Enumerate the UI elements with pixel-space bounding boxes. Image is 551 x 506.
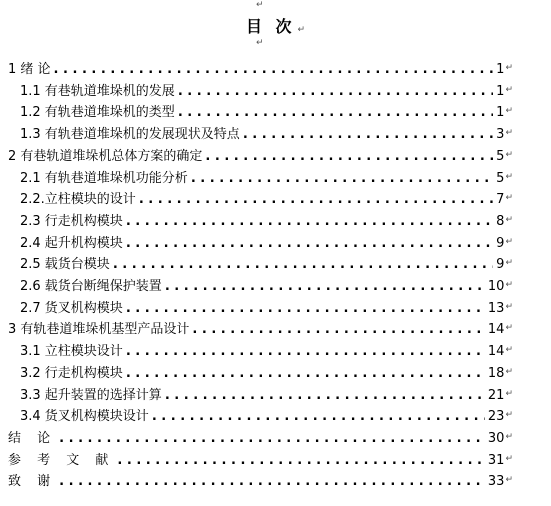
paragraph-mark: ↵ [505, 258, 513, 269]
toc-entry[interactable] [20, 297, 513, 317]
toc-dot-leader [126, 236, 493, 252]
toc-entry-page: 9 [496, 235, 505, 251]
toc-dot-leader [178, 105, 493, 121]
toc-entry[interactable] [20, 405, 513, 425]
toc-dot-leader [126, 366, 485, 382]
toc-dot-leader [126, 214, 493, 230]
paragraph-mark: ↵ [505, 193, 513, 204]
toc-entry-page: 3 [496, 127, 505, 143]
toc-entry-page: 8 [496, 213, 505, 229]
toc-entry[interactable] [8, 470, 513, 490]
toc-entry-label: 3.1 立柱模块设计 [20, 344, 123, 360]
toc-dot-leader [113, 257, 493, 273]
toc-dot-leader [117, 453, 485, 469]
paragraph-mark: ↵ [505, 431, 513, 442]
toc-entry[interactable] [20, 340, 513, 360]
toc-entry[interactable] [20, 275, 513, 295]
toc-entry-page: 14 [487, 344, 505, 360]
toc-entry-label: 3.2 行走机构模块 [20, 365, 123, 381]
toc-entry-page: 1 [496, 83, 505, 99]
toc-entry-page: 31 [487, 452, 505, 468]
toc-entry-label: 致 谢 [8, 474, 57, 490]
toc-entry-page: 9 [496, 257, 505, 273]
toc-entry-label: 2.4 起升机构模块 [20, 235, 123, 251]
toc-entry-label: 3.3 起升装置的选择计算 [20, 387, 162, 403]
toc-entry-label: 2.2.立柱模块的设计 [20, 192, 136, 208]
toc-entry-label: 2.3 行走机构模块 [20, 213, 123, 229]
toc-entry[interactable] [20, 232, 513, 252]
paragraph-mark: ↵ [505, 301, 513, 312]
paragraph-mark: ↵ [505, 366, 513, 377]
toc-dot-leader [178, 84, 493, 100]
toc-entry-label: 2.1 有轨巷道堆垛机功能分析 [20, 170, 188, 186]
paragraph-mark: ↵ [505, 388, 513, 399]
toc-entry[interactable] [8, 145, 513, 165]
toc-dot-leader [59, 474, 485, 490]
paragraph-mark: ↵ [505, 149, 513, 160]
toc-entry[interactable] [20, 167, 513, 187]
toc-dot-leader [152, 409, 485, 425]
toc-entry-page: 1 [496, 105, 505, 121]
toc-entry[interactable] [8, 58, 513, 78]
toc-entry-label: 3.4 货叉机构模块设计 [20, 409, 149, 425]
toc-entry[interactable] [20, 80, 513, 100]
toc-dot-leader [54, 62, 494, 78]
paragraph-mark: ↵ [297, 25, 306, 35]
paragraph-mark: ↵ [505, 323, 513, 334]
paragraph-mark: ↵ [505, 236, 513, 247]
toc-entry-label: 1 绪 论 [8, 62, 51, 77]
paragraph-mark: ↵ [505, 106, 513, 117]
toc-dot-leader [139, 192, 493, 208]
paragraph-mark-blank: ↵ [256, 38, 264, 48]
paragraph-mark: ↵ [505, 345, 513, 356]
paragraph-mark: ↵ [505, 171, 513, 182]
paragraph-mark: ↵ [505, 475, 513, 486]
toc-dot-leader [59, 431, 485, 447]
toc-entry[interactable] [20, 384, 513, 404]
toc-entry-label: 1.3 有轨巷道堆垛机的发展现状及特点 [20, 127, 240, 143]
paragraph-mark: ↵ [505, 280, 513, 290]
toc-entry[interactable] [20, 210, 513, 230]
toc-entry-label: 2 有巷轨道堆垛机总体方案的确定 [8, 148, 203, 164]
toc-entry-label: 2.7 货叉机构模块 [20, 300, 123, 316]
toc-dot-leader [165, 388, 485, 404]
paragraph-mark: ↵ [505, 63, 513, 73]
toc-entry-label: 2.6 载货台断绳保护装置 [20, 279, 162, 294]
toc-title [0, 14, 551, 37]
toc-dot-leader [126, 301, 485, 317]
toc-entry[interactable] [8, 318, 513, 338]
toc-entry-label: 3 有轨巷道堆垛机基型产品设计 [8, 322, 190, 338]
toc-entry[interactable] [20, 123, 513, 143]
toc-entry-page: 5 [496, 170, 505, 186]
toc-entry-page: 13 [487, 300, 505, 316]
toc-entry-page: 33 [487, 474, 505, 490]
toc-entry-page: 23 [487, 409, 505, 425]
paragraph-mark: ↵ [505, 410, 513, 421]
toc-entry[interactable] [8, 427, 513, 447]
paragraph-mark: ↵ [505, 214, 513, 225]
toc-dot-leader [165, 279, 485, 295]
toc-entry[interactable] [20, 188, 513, 208]
toc-entry-page: 30 [487, 430, 505, 446]
paragraph-mark: ↵ [505, 84, 513, 95]
paragraph-mark-top: ↵ [256, 0, 264, 10]
toc-entry[interactable] [20, 253, 513, 273]
toc-entry-page: 5 [496, 148, 505, 164]
toc-entry-label: 参 考 文 献 [8, 452, 115, 468]
toc-dot-leader [126, 344, 485, 360]
toc-dot-leader [192, 322, 485, 338]
toc-entry-page: 18 [487, 365, 505, 381]
toc-entry-label: 2.5 载货台模块 [20, 257, 110, 273]
toc-entry-label: 1.2 有轨巷道堆垛机的类型 [20, 105, 175, 121]
toc-entry-page: 21 [487, 387, 505, 403]
toc-entry-label: 1.1 有巷轨道堆垛机的发展 [20, 83, 175, 99]
toc-entry-page: 10 [487, 279, 505, 294]
toc-entry-page: 7 [496, 192, 505, 208]
toc-entry-page: 14 [487, 322, 505, 338]
toc-entry[interactable] [20, 362, 513, 382]
toc-title-text: 目 次 [245, 17, 296, 36]
toc-dot-leader [205, 149, 493, 165]
toc-entry-label: 结 论 [8, 430, 57, 446]
toc-entry[interactable] [8, 449, 513, 469]
toc-dot-leader [191, 171, 493, 187]
toc-dot-leader [243, 127, 493, 143]
toc-entry[interactable] [20, 101, 513, 121]
paragraph-mark: ↵ [505, 453, 513, 464]
toc-entry-page: 1 [496, 62, 505, 77]
paragraph-mark: ↵ [505, 128, 513, 139]
